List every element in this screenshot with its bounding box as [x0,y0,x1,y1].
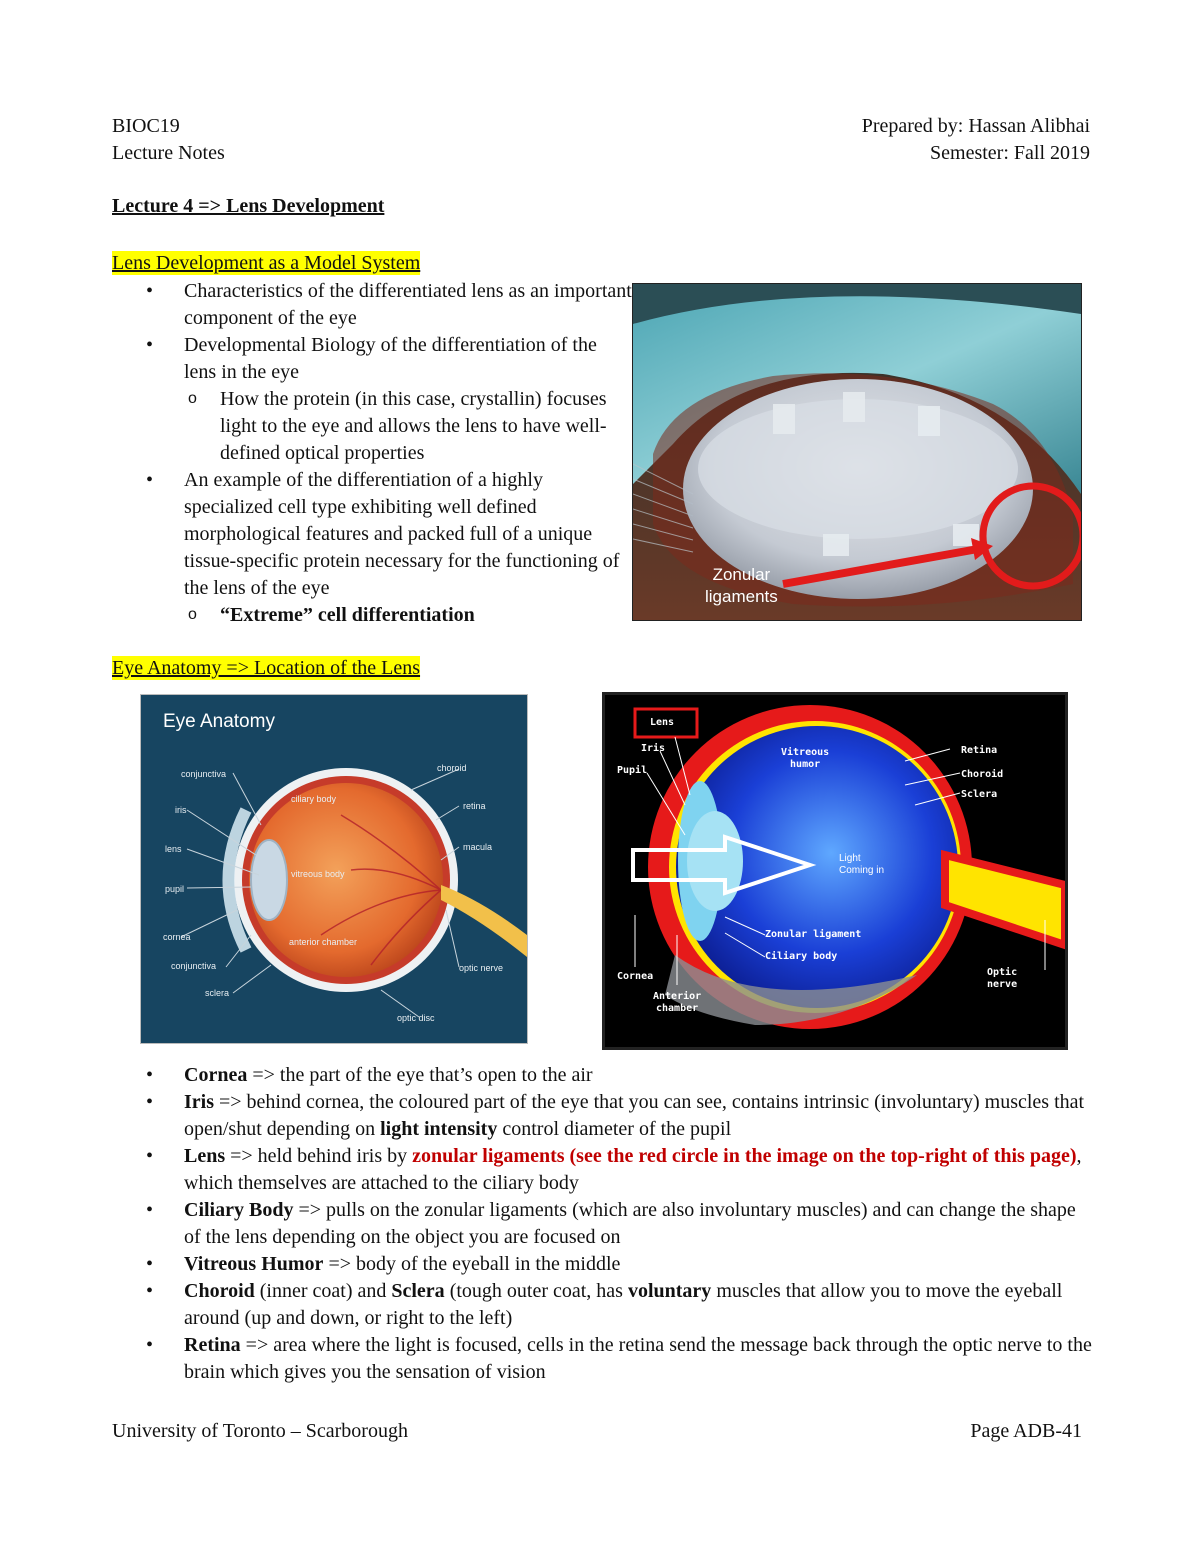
lens-closeup-figure [632,283,1082,621]
header-left [112,113,225,167]
list-item-lens: • Lens => held behind iris by zonular ligaments (see the red circle in the image on the top-right of this page), which themselves are attached to the ciliary body [112,1143,1092,1197]
sub-list-item: o “Extreme” cell differentiation [184,602,632,629]
eye-anatomy-labels: conjunctiva iris lens pupil cornea conjunctiva sclera choroid retina macula optic nerve optic disc ciliary body vitreous body anterior chamber [163,763,504,1023]
figure-title: Eye Anatomy [163,711,275,732]
prepared-by: Prepared by: Hassan Alibhai [861,115,1090,137]
list-item-retina: • Retina => area where the light is focused, cells in the retina send the message back through the optic nerve to the brain which gives you the sensation of vision [112,1332,1092,1386]
section-heading-eye-anatomy: Eye Anatomy => Location of the Lens [112,657,421,679]
sub-list-item: o How the protein (in this case, crystallin) focuses light to the eye and allows the lens to have well-defined optical properties [184,386,632,467]
labelled-eye-figure [602,692,1068,1050]
header-right [862,113,1090,167]
list-item: • Characteristics of the differentiated lens as an important component of the eye [112,278,632,332]
list-item: • Developmental Biology of the differentiation of the lens in the eye o How the protein (in this case, crystallin) focuses light to the eye and allows the lens to have well-defined optical properties [112,332,632,467]
labelled-eye-labels: Lens Iris Pupil Vitreous humor Retina Choroid Sclera Light Coming in Zonular ligament Ciliary body Cornea Anterior chamber Optic nerve [617,717,1018,1014]
zonular-ligaments-label: Zonular ligaments [705,565,778,606]
list-item-ciliary-body: • Ciliary Body => pulls on the zonular ligaments (which are also involuntary muscles) and can change the shape of the lens depending on the object you are focused on [112,1197,1092,1251]
footer-university: University of Toronto – Scarborough [112,1420,408,1442]
lecture-title: Lecture 4 => Lens Development [112,195,385,217]
lens-closeup-illustration [633,284,1081,620]
list-item: • An example of the differentiation of a highly specialized cell type exhibiting well defined morphological features and packed full of a unique tissue-specific protein necessary for the functioning of the lens of the eye o “Extreme” cell differentiation [112,467,632,629]
section1-list [112,278,632,629]
course-code: BIOC19 [112,115,180,137]
notes-label: Lecture Notes [112,142,225,164]
semester: Semester: Fall 2019 [930,142,1090,164]
list-item-iris: • Iris => behind cornea, the coloured part of the eye that you can see, contains intrinsic (involuntary) muscles that open/shut depending on light intensity control diameter of the pupil [112,1089,1092,1143]
eye-anatomy-figure [140,694,528,1044]
list-item-choroid-sclera: • Choroid (inner coat) and Sclera (tough outer coat, has voluntary muscles that allow you to move the eyeball around (up and down, or right to the left) [112,1278,1092,1332]
list-item-cornea: • Cornea => the part of the eye that’s open to the air [112,1062,1092,1089]
section-heading-lens-model: Lens Development as a Model System [112,252,421,274]
anatomy-list [112,1062,1092,1386]
list-item-vitreous-humor: • Vitreous Humor => body of the eyeball in the middle [112,1251,1092,1278]
footer-page-number: Page ADB-41 [970,1420,1082,1442]
